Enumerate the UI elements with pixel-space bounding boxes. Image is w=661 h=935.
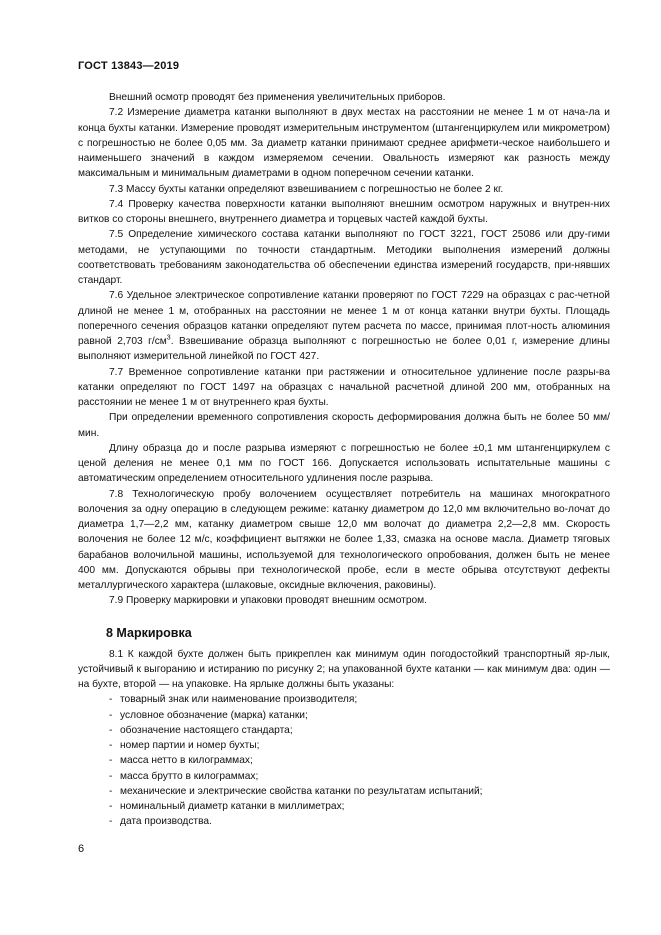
list-dash: - bbox=[109, 724, 113, 736]
list-item bbox=[78, 814, 610, 829]
paragraph-7-5: 7.5 Определение химического состава катанки выполняют по ГОСТ 3221, ГОСТ 25086 или дру-гими методами, не уступающими по точности стандартным. Методики выполнения измерений должны соответствовать требованиям законодательства об обеспечении единства измерений государств, при-нявших стандарт. bbox=[78, 229, 610, 286]
list-dash: - bbox=[109, 801, 113, 812]
paragraph-strain-rate: При определении временного сопротивления скорость деформирования должна быть не более 50 мм/мин. bbox=[78, 412, 610, 439]
list-item-text: механические и электрические свойства катанки по результатам испытаний; bbox=[120, 785, 483, 797]
list-item bbox=[78, 784, 610, 799]
list-dash: - bbox=[109, 709, 113, 721]
paragraph-7-6-part1: 7.6 Удельное электрическое сопротивление катанки проверяют по ГОСТ 7229 на образцах с рас-четной длиной не менее 1 м, отобранных на расстоянии не менее 1 м от конца катанки внутри бухты. Площадь поперечного сечения образцов катанки определяют путем расчета по массе, принимая плот-ность алюминия равной 2,703 г/см bbox=[78, 290, 610, 347]
list-item-text: номер партии и номер бухты; bbox=[120, 740, 260, 751]
paragraph-7-7: 7.7 Временное сопротивление катанки при растяжении и относительное удлинение после разры-ва катанки определяют по ГОСТ 1497 на образцах с начальной расчетной длиной 200 мм, отобранных на расстоянии не менее 1 м от внутреннего края бухты. bbox=[78, 366, 610, 408]
document-header: ГОСТ 13843—2019 bbox=[78, 60, 180, 72]
list-item-text: обозначение настоящего стандарта; bbox=[120, 724, 293, 736]
document-body bbox=[78, 90, 610, 830]
list-item bbox=[78, 723, 610, 738]
list-item bbox=[78, 708, 610, 723]
paragraph-7-3: 7.3 Массу бухты катанки определяют взвешиванием с погрешностью не более 2 кг. bbox=[109, 183, 504, 195]
paragraph-7-6-part2: . Взвешивание образца выполняют с погрешностью не более 0,01 г, измерение длины выполняют измерительной линейкой по ГОСТ 427. bbox=[78, 336, 610, 363]
paragraph-visual-inspection: Внешний осмотр проводят без применения увеличительных приборов. bbox=[109, 92, 446, 103]
list-dash: - bbox=[109, 740, 113, 751]
list-item bbox=[78, 692, 610, 707]
list-item-text: масса нетто в килограммах; bbox=[120, 755, 253, 767]
label-contents-list bbox=[78, 692, 610, 829]
list-item-text: номинальный диаметр катанки в миллиметрах; bbox=[120, 801, 345, 812]
list-dash: - bbox=[109, 816, 113, 828]
paragraph-7-6 bbox=[78, 288, 610, 364]
list-item-text: дата производства. bbox=[120, 816, 212, 828]
list-item-text: масса брутто в килограммах; bbox=[120, 770, 259, 782]
list-item-text: товарный знак или наименование производителя; bbox=[120, 694, 358, 706]
section-8-title: 8 Маркировка bbox=[106, 625, 192, 640]
page-number: 6 bbox=[78, 843, 85, 855]
paragraph-8-1: 8.1 К каждой бухте должен быть прикреплен как минимум один погодостойкий транспортный яр-лык, устойчивый к выгоранию и истиранию по рисунку 2; на упакованной бухте катанки — как минимум два: один — на бухте, второй — на упаковке. На ярлыке должны быть указаны: bbox=[78, 648, 610, 690]
list-dash: - bbox=[109, 785, 113, 797]
list-dash: - bbox=[109, 770, 113, 782]
paragraph-7-2: 7.2 Измерение диаметра катанки выполняют в двух местах на расстоянии не менее 1 м от нача-ла и конца бухты катанки. Измерение проводят измерительным инструментом (штангенциркулем или микрометром) с погрешностью не более 0,05 мм. За диаметр катанки принимают среднее арифмети-ческое наибольшего и наименьшего значений в каждом измеряемом сечении. Овальность измеряют как разность между максимальным и минимальным диаметрами в одном поперечном сечении катанки. bbox=[78, 107, 610, 180]
paragraph-specimen-length: Длину образца до и после разрыва измеряют с погрешностью не более ±0,1 мм штангенциркулем с ценой деления не менее 0,1 мм по ГОСТ 166. Допускается использовать испытательные машины с автоматическим определением относительного удлинения после разрыва. bbox=[78, 442, 610, 485]
paragraph-7-8: 7.8 Технологическую пробу волочением осуществляет потребитель на машинах многократного волочения за одну операцию в следующем режиме: катанку диаметром до 12,0 мм включительно во-лочат до диаметра 1,7—2,2 мм, катанку диаметром свыше 12,0 мм волочат до диаметра 2,2—2,8 мм. Скорость волочения не более 12 м/с, коэффициент вытяжки не более 1,33, смазка на основе масла. Диаметр тяговых барабанов волочильной машины, используемой для технологического опробования, должен быть не менее 400 мм. Допускаются обрывы при технологической пробе, если в месте обрыва отсутствуют дефекты металлургического характера (шлаковые, оксидные включения, раковины). bbox=[78, 488, 610, 591]
superscript-3: 3 bbox=[166, 334, 171, 342]
list-item bbox=[78, 769, 610, 784]
list-dash: - bbox=[109, 755, 113, 767]
list-item bbox=[78, 799, 610, 814]
paragraph-7-4: 7.4 Проверку качества поверхности катанки выполняют внешним осмотром наружных и внутрен-них витков со стороны внешнего, внутреннего диаметра и торцевых частей каждой бухты. bbox=[78, 198, 610, 225]
list-item bbox=[78, 738, 610, 753]
list-item-text: условное обозначение (марка) катанки; bbox=[120, 709, 308, 721]
list-dash: - bbox=[109, 694, 113, 706]
list-item bbox=[78, 753, 610, 768]
paragraph-7-9: 7.9 Проверку маркировки и упаковки проводят внешним осмотром. bbox=[109, 595, 428, 607]
